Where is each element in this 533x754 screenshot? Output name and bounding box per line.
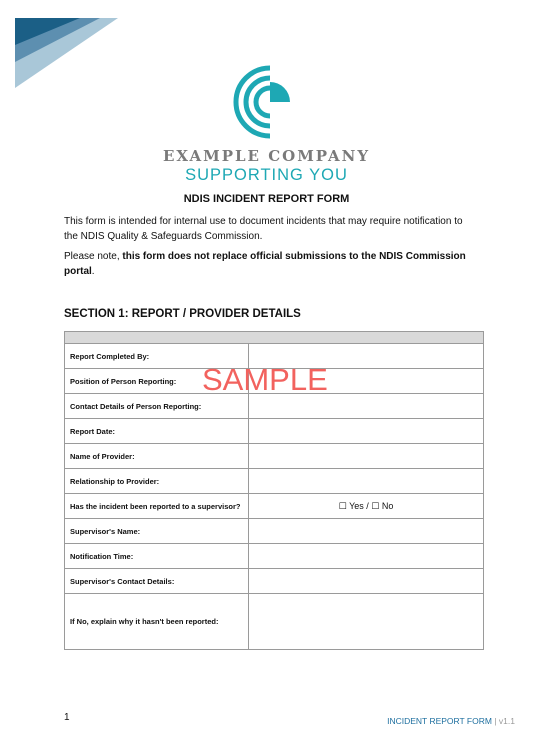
table-row bbox=[65, 419, 484, 444]
row-label: Report Completed By: bbox=[65, 344, 249, 369]
notification-time-field[interactable] bbox=[249, 544, 484, 569]
company-tagline: SUPPORTING YOU bbox=[185, 166, 348, 184]
footer bbox=[387, 716, 515, 726]
row-label: Position of Person Reporting: bbox=[65, 369, 249, 394]
reported-to-supervisor-checkboxes[interactable]: ☐ Yes / ☐ No bbox=[249, 494, 484, 519]
intro-paragraph: This form is intended for internal use to document incidents that may require notification to the NDIS Quality & Safeguards Commission. bbox=[64, 216, 463, 242]
table-header-row bbox=[65, 332, 484, 344]
row-label: Supervisor's Contact Details: bbox=[65, 569, 249, 594]
row-label: Name of Provider: bbox=[65, 444, 249, 469]
row-label: Relationship to Provider: bbox=[65, 469, 249, 494]
note-bold: this form does not replace official submissions to the NDIS Commission portal bbox=[64, 251, 466, 277]
footer-separator: | bbox=[494, 716, 497, 726]
footer-version: v1.1 bbox=[498, 716, 515, 726]
row-label: Has the incident been reported to a supervisor? bbox=[65, 494, 249, 519]
section-title: SECTION 1: REPORT / PROVIDER DETAILS bbox=[64, 308, 301, 320]
table-row bbox=[65, 569, 484, 594]
table-row bbox=[65, 444, 484, 469]
table-row bbox=[65, 544, 484, 569]
sample-watermark: SAMPLE bbox=[202, 362, 328, 397]
page-number: 1 bbox=[64, 712, 70, 723]
corner-decoration bbox=[0, 0, 125, 95]
relationship-field[interactable] bbox=[249, 469, 484, 494]
report-date-field[interactable] bbox=[249, 419, 484, 444]
form-title: NDIS INCIDENT REPORT FORM bbox=[183, 193, 350, 205]
note-prefix: Please note, bbox=[64, 251, 123, 262]
row-label: Report Date: bbox=[65, 419, 249, 444]
company-logo bbox=[230, 62, 300, 140]
row-label: Supervisor's Name: bbox=[65, 519, 249, 544]
row-label: Notification Time: bbox=[65, 544, 249, 569]
supervisor-contact-field[interactable] bbox=[249, 569, 484, 594]
table-row bbox=[65, 469, 484, 494]
note-paragraph bbox=[64, 249, 474, 279]
table-row bbox=[65, 494, 484, 519]
row-label: If No, explain why it hasn't been reported: bbox=[65, 594, 249, 650]
provider-name-field[interactable] bbox=[249, 444, 484, 469]
table-row bbox=[65, 594, 484, 650]
table-row bbox=[65, 519, 484, 544]
note-suffix: . bbox=[91, 266, 95, 277]
not-reported-explanation-field[interactable] bbox=[249, 594, 484, 650]
supervisor-name-field[interactable] bbox=[249, 519, 484, 544]
company-name: EXAMPLE COMPANY bbox=[162, 147, 371, 165]
row-label: Contact Details of Person Reporting: bbox=[65, 394, 249, 419]
footer-title: INCIDENT REPORT FORM bbox=[387, 716, 492, 726]
